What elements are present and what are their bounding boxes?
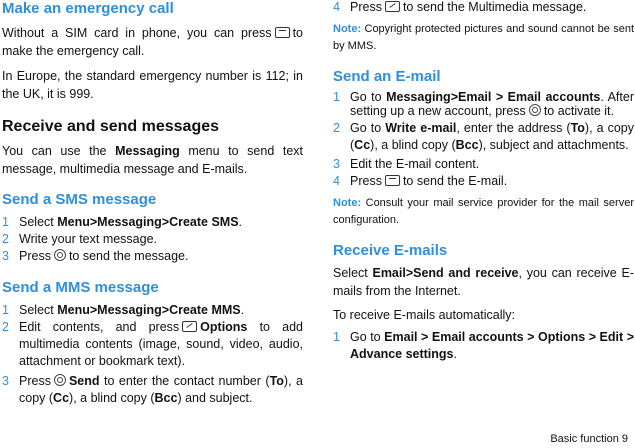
mms-step-1: 1 Select Menu>Messaging>Create MMS. bbox=[2, 303, 245, 317]
left-column bbox=[2, 0, 303, 407]
email-step-4: 4 Press to send the E-mail. bbox=[333, 174, 508, 188]
receive-send-paragraph: You can use the Messaging menu to send text message, multimedia message and E-mails. bbox=[2, 144, 303, 176]
emergency-paragraph-2: In Europe, the standard emergency number is 112; in the UK, it is 999. bbox=[2, 69, 303, 101]
ok-key-icon bbox=[54, 249, 66, 261]
receive-heading: Receive E-mails bbox=[333, 242, 448, 259]
send-key-icon bbox=[385, 1, 400, 12]
mms-note: Note: Copyright protected pictures and sound cannot be sent by MMS. bbox=[333, 23, 634, 52]
sms-step-1: 1 Select Menu>Messaging>Create SMS. bbox=[2, 215, 243, 229]
receive-step-1: 1 Go to Email > Email accounts > Options > Edit > Advance settings. bbox=[333, 330, 634, 361]
end-key-icon bbox=[275, 27, 290, 38]
sms-step-3: 3 Press to send the message. bbox=[2, 249, 189, 263]
page-footer bbox=[550, 432, 628, 446]
send-key-icon bbox=[385, 175, 400, 186]
email-note: Note: Consult your mail service provider for the mail server configuration. bbox=[333, 197, 634, 226]
mms-step-4: 4 Press to send the Multimedia message. bbox=[333, 0, 587, 14]
emergency-paragraph-1: Without a SIM card in phone, you can press to make the emergency call. bbox=[2, 26, 303, 58]
right-column bbox=[333, 0, 634, 363]
email-step-2: 2 Go to Write e-mail, enter the address (To), a copy (Cc), a blind copy (Bcc), subject and attachments. bbox=[333, 121, 635, 152]
mms-step-2: 2 Edit contents, and press Options to add multimedia contents (image, sound, video, audio, attachment or bookmark text). bbox=[2, 320, 304, 368]
receive-send-heading: Receive and send messages bbox=[2, 118, 220, 135]
ok-key-icon bbox=[54, 374, 66, 386]
sms-step-2: 2 Write your text message. bbox=[2, 232, 158, 246]
mms-step-3: 3 Press Send to enter the contact number (To), a copy (Cc), a blind copy (Bcc) and subject. bbox=[2, 374, 303, 405]
left-softkey-icon bbox=[182, 321, 197, 332]
page-number: 9 bbox=[621, 433, 628, 445]
receive-paragraph-1: Select Email>Send and receive, you can receive E-mails from the Internet. bbox=[333, 266, 634, 298]
mms-heading: Send a MMS message bbox=[2, 279, 159, 296]
email-step-1: 1 Go to Messaging>Email > Email accounts. After setting up a new account, press to activate it. bbox=[333, 90, 634, 118]
section-label: Basic function bbox=[550, 433, 619, 445]
emergency-heading: Make an emergency call bbox=[2, 0, 174, 17]
receive-paragraph-2: To receive E-mails automatically: bbox=[333, 308, 516, 322]
sms-heading: Send a SMS message bbox=[2, 191, 157, 208]
email-step-3: 3 Edit the E-mail content. bbox=[333, 157, 480, 171]
email-heading: Send an E-mail bbox=[333, 68, 441, 85]
ok-key-icon bbox=[529, 104, 541, 116]
